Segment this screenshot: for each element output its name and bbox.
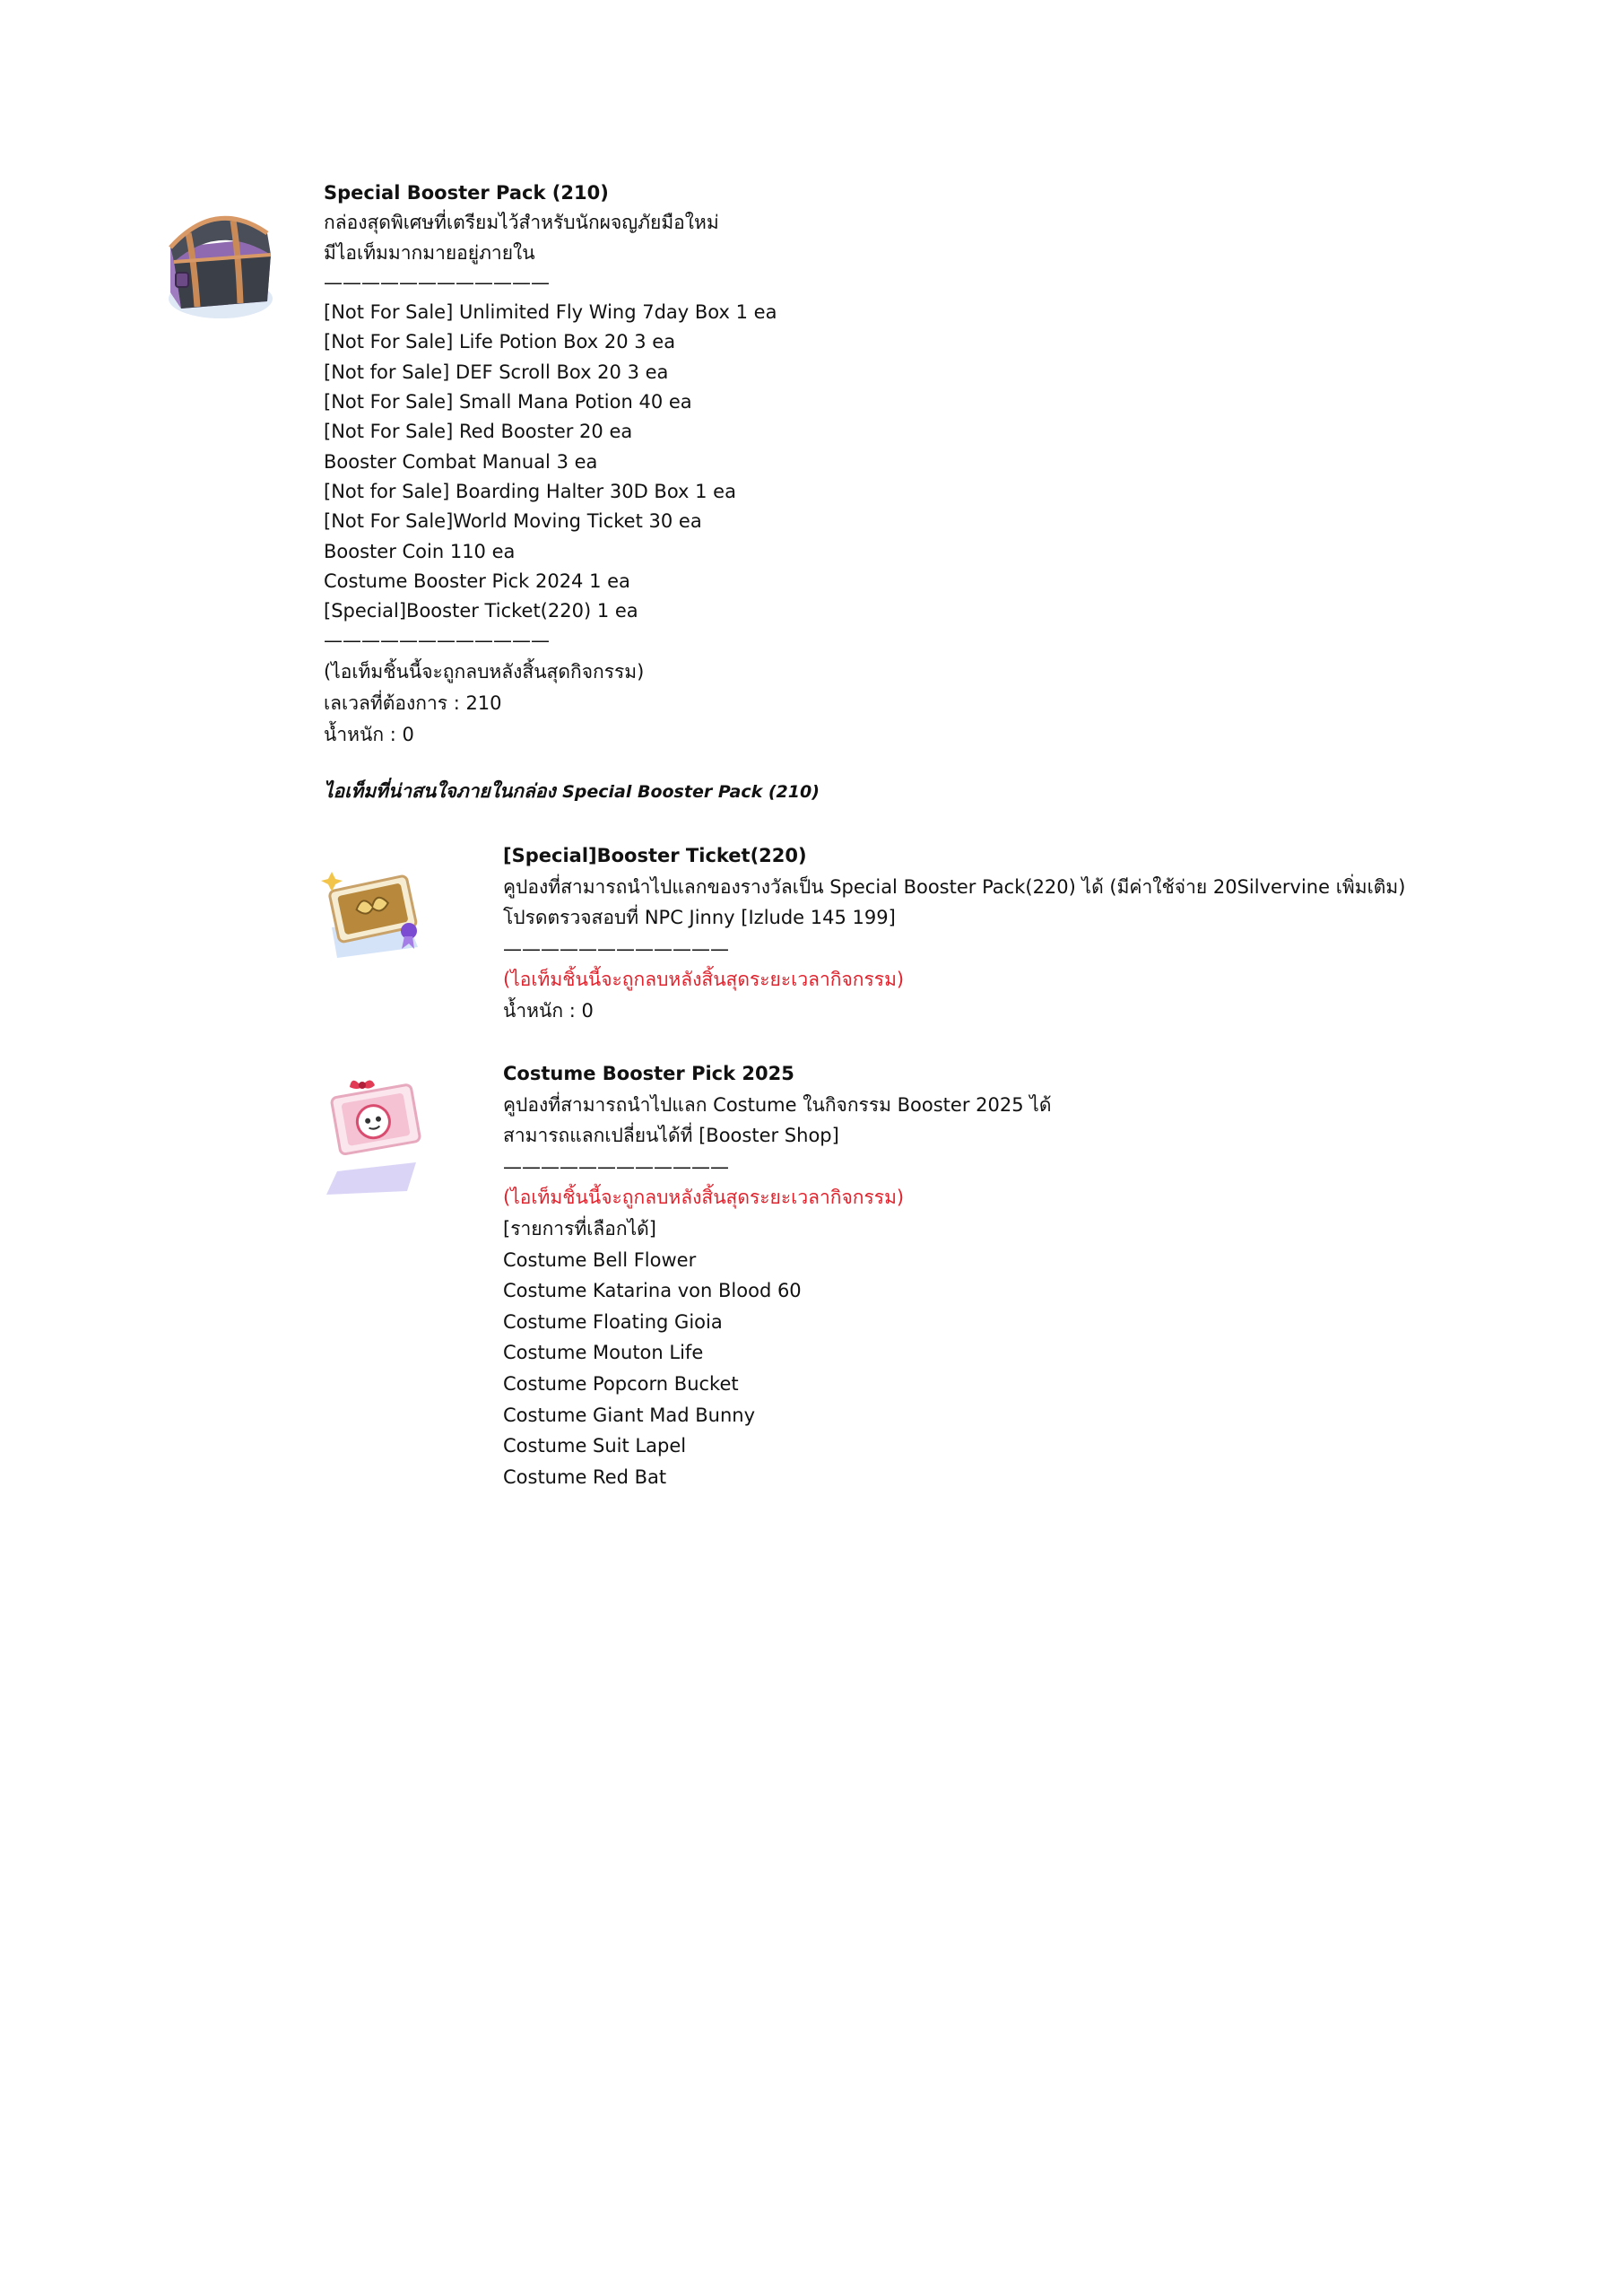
list-item: Costume Katarina von Blood 60 <box>503 1280 802 1302</box>
costume-pick-title: Costume Booster Pick 2025 <box>503 1063 794 1084</box>
list-item: Costume Popcorn Bucket <box>503 1372 739 1395</box>
list-item: Costume Floating Gioia <box>503 1310 723 1333</box>
pack-desc-line-1: กล่องสุดพิเศษที่เตรียมไว้สำหรับนักผจญภัยมือใหม่ <box>324 212 719 234</box>
list-item: Costume Bell Flower <box>503 1248 697 1271</box>
pack-title: Special Booster Pack (210) <box>324 182 609 204</box>
list-item: Costume Red Bat <box>503 1465 667 1488</box>
divider: ———————————— <box>324 630 550 652</box>
list-item: [Not for Sale] Boarding Halter 30D Box 1 ea <box>324 480 736 502</box>
list-item: [Special]Booster Ticket(220) 1 ea <box>324 600 638 622</box>
treasure-chest-icon <box>161 196 280 323</box>
pack-description <box>324 178 777 751</box>
costume-pick-desc-line-2: สามารถแลกเปลี่ยนได้ที่ [Booster Shop] <box>503 1125 839 1147</box>
list-item: [Not For Sale] Red Booster 20 ea <box>324 421 633 443</box>
list-item: [Not For Sale]World Moving Ticket 30 ea <box>324 510 702 533</box>
list-item: [Not For Sale] Life Potion Box 20 3 ea <box>324 331 676 353</box>
costume-pick-list-label: [รายการที่เลือกได้] <box>503 1217 656 1239</box>
list-item: Booster Coin 110 ea <box>324 540 516 562</box>
costume-pick-description <box>503 1058 1051 1492</box>
pack-desc-line-2: มีไอเท็มมากมายอยู่ภายใน <box>324 241 535 264</box>
section-heading <box>324 777 820 806</box>
pack-weight: น้ำหนัก : 0 <box>324 723 414 745</box>
list-item: Booster Combat Manual 3 ea <box>324 450 598 473</box>
list-item: Costume Mouton Life <box>503 1342 704 1364</box>
costume-options-list <box>503 1245 1051 1493</box>
costume-pick-icon <box>323 1074 430 1196</box>
ticket-weight: น้ำหนัก : 0 <box>503 999 594 1022</box>
ticket-title: [Special]Booster Ticket(220) <box>503 845 807 866</box>
section-heading-english: Special Booster Pack (210) <box>562 782 820 802</box>
list-item: Costume Suit Lapel <box>503 1435 687 1457</box>
list-item: Costume Giant Mad Bunny <box>503 1404 755 1426</box>
pack-contents-list <box>324 298 777 626</box>
costume-pick-note: (ไอเท็มชิ้นนี้จะถูกลบหลังสิ้นสุดระยะเวลากิจกรรม) <box>503 1187 905 1209</box>
booster-ticket-icon <box>321 865 429 963</box>
divider: ———————————— <box>324 271 550 293</box>
list-item: [Not For Sale] Small Mana Potion 40 ea <box>324 391 692 413</box>
pack-level: เลเวลที่ต้องการ : 210 <box>324 691 502 714</box>
ticket-desc-line-2: โปรดตรวจสอบที่ NPC Jinny [Izlude 145 199] <box>503 907 896 928</box>
divider: ———————————— <box>503 1155 729 1178</box>
list-item: [Not For Sale] Unlimited Fly Wing 7day Box 1 ea <box>324 301 777 324</box>
ticket-note: (ไอเท็มชิ้นนี้จะถูกลบหลังสิ้นสุดระยะเวลากิจกรรม) <box>503 969 905 990</box>
pack-note: (ไอเท็มชิ้นนี้จะถูกลบหลังสิ้นสุดกิจกรรม) <box>324 660 645 683</box>
ticket-description <box>503 840 1405 1026</box>
section-heading-thai: ไอเท็มที่น่าสนใจภายในกล่อง <box>324 780 556 802</box>
list-item: Costume Booster Pick 2024 1 ea <box>324 570 630 592</box>
list-item: [Not for Sale] DEF Scroll Box 20 3 ea <box>324 361 669 383</box>
costume-pick-desc-line-1: คูปองที่สามารถนำไปแลก Costume ในกิจกรรม Booster 2025 ได้ <box>503 1093 1052 1116</box>
ticket-desc-line-1: คูปองที่สามารถนำไปแลกของรางวัลเป็น Special Booster Pack(220) ได้ (มีค่าใช้จ่าย 20Silvervine เพิ่มเติม) <box>503 875 1406 898</box>
divider: ———————————— <box>503 937 729 960</box>
